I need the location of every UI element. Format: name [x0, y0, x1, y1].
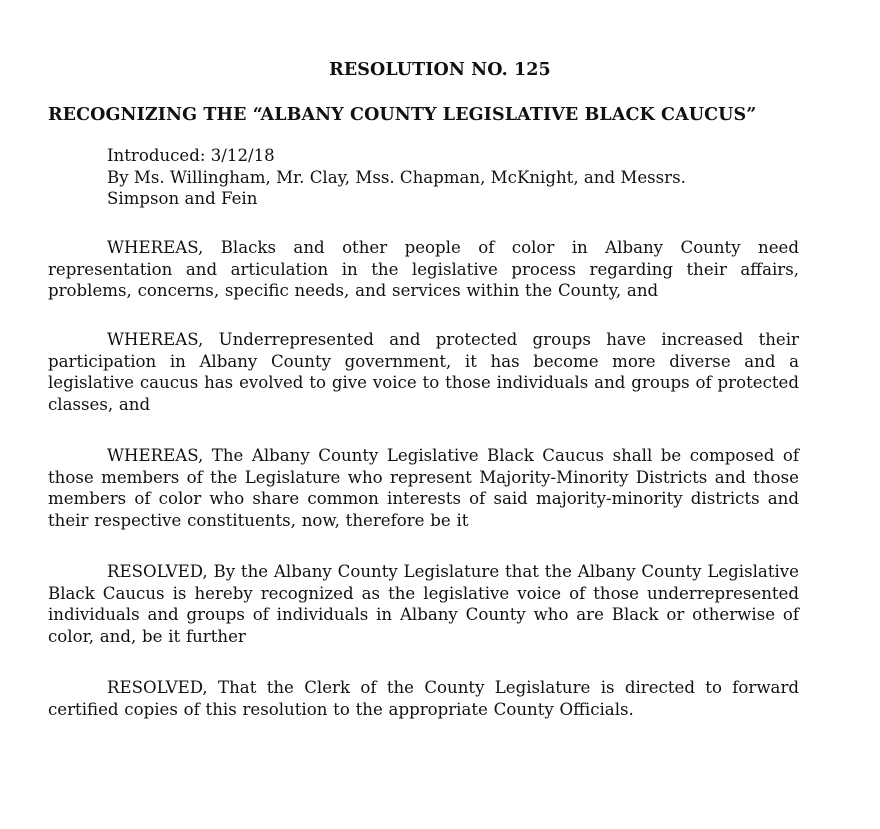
resolution-meta — [107, 145, 686, 210]
whereas-paragraph-3: WHEREAS, The Albany County Legislative Black Caucus shall be composed of those members of the Legislature who represent Majority-Minority Districts and those members of color who share common interests of said majority-minority districts and their respective constituents, now, therefore be it — [48, 446, 799, 530]
resolution-subtitle: RECOGNIZING THE “ALBANY COUNTY LEGISLATIVE BLACK CAUCUS” — [48, 105, 757, 125]
whereas-paragraph-2: WHEREAS, Underrepresented and protected groups have increased their participation in Albany County government, it has become more diverse and a legislative caucus has evolved to give voice to those individuals and groups of protected classes, and — [48, 330, 799, 414]
sponsors-line-2: Simpson and Fein — [107, 189, 258, 208]
resolved-paragraph-2: RESOLVED, That the Clerk of the County Legislature is directed to forward certified copies of this resolution to the appropriate County Officials. — [48, 678, 799, 719]
resolution-title: RESOLUTION NO. 125 — [329, 60, 551, 80]
whereas-paragraph-1: WHEREAS, Blacks and other people of color in Albany County need representation and articulation in the legislative process regarding their affairs, problems, concerns, specific needs, and services within the County, and — [48, 238, 799, 300]
introduced-date: Introduced: 3/12/18 — [107, 146, 275, 165]
sponsors-line-1: By Ms. Willingham, Mr. Clay, Mss. Chapman, McKnight, and Messrs. — [107, 167, 686, 187]
resolved-paragraph-1: RESOLVED, By the Albany County Legislature that the Albany County Legislative Black Caucus is hereby recognized as the legislative voice of those underrepresented individuals and groups of individuals in Albany County who are Black or otherwise of color, and, be it further — [48, 562, 799, 646]
